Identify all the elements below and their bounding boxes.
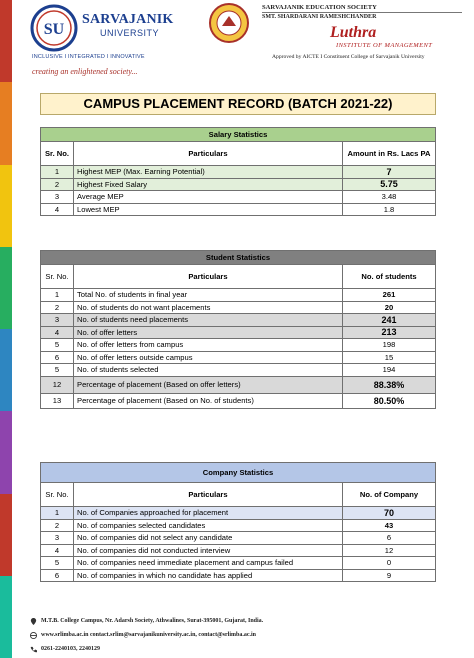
cell-value: 70 [343,507,436,520]
footer-address: M.T.B. College Campus, Nr. Adarsh Society, Athwalines, Surat-395001, Gujarat, India. [41,618,264,624]
table-row [41,376,436,393]
cell-sr: 12 [41,376,74,393]
cell-sr: 6 [41,569,74,582]
section-title: Salary Statistics [41,128,436,142]
cell-value: 198 [343,339,436,352]
table-row [41,314,436,327]
university-motto: INCLUSIVE I INTEGRATED I INNOVATIVE [32,54,145,60]
cell-value: 20 [343,301,436,314]
header-divider [262,12,462,13]
table-row [41,519,436,532]
cell-sr: 2 [41,301,74,314]
table-row [41,326,436,339]
cell-value: 12 [343,544,436,557]
cell-particulars: Lowest MEP [74,203,343,216]
cell-value: 5.75 [343,178,436,191]
column-header-value: No. of Company [343,483,436,507]
cell-value: 194 [343,364,436,377]
section-title: Student Statistics [41,251,436,265]
cell-value: 9 [343,569,436,582]
cell-particulars: No. of offer letters from campus [74,339,343,352]
table-row [41,166,436,179]
cell-value: 80.50% [343,393,436,408]
cell-value: 6 [343,532,436,545]
table-row [41,191,436,204]
cell-sr: 1 [41,507,74,520]
table-row [41,203,436,216]
table-row [41,351,436,364]
column-header-value: Amount in Rs. Lacs PA [343,142,436,166]
table-row [41,393,436,408]
footer-phone: 0261-2240103, 2240129 [41,646,100,652]
cell-particulars: Average MEP [74,191,343,204]
cell-sr: 2 [41,178,74,191]
cell-sr: 5 [41,557,74,570]
cell-particulars: No. of offer letters outside campus [74,351,343,364]
cell-value: 0 [343,557,436,570]
cell-particulars: Total No. of students in final year [74,289,343,302]
cell-sr: 3 [41,314,74,327]
cell-particulars: Highest MEP (Max. Earning Potential) [74,166,343,179]
decorative-color-bar [0,0,12,658]
column-header-value: No. of students [343,265,436,289]
university-subtitle: UNIVERSITY [100,28,160,38]
cell-sr: 5 [41,339,74,352]
cell-sr: 4 [41,326,74,339]
cell-particulars: Percentage of placement (Based on offer letters) [74,376,343,393]
cell-sr: 13 [41,393,74,408]
column-header-sr: Sr. No. [41,483,74,507]
cell-sr: 3 [41,532,74,545]
svg-text:SU: SU [43,21,65,38]
column-header-sr: Sr. No. [41,265,74,289]
institute-name: Luthra [330,24,377,41]
cell-particulars: No. of Companies approached for placement [74,507,343,520]
cell-value: 7 [343,166,436,179]
cell-sr: 1 [41,166,74,179]
footer-phone-line [30,642,263,656]
column-header-sr: Sr. No. [41,142,74,166]
university-name: SARVAJANIK [82,12,174,27]
cell-value: 43 [343,519,436,532]
cell-particulars: No. of students need placements [74,314,343,327]
column-header-particulars: Particulars [74,142,343,166]
cell-value: 1.8 [343,203,436,216]
company-statistics-table [40,462,436,582]
society-name: SARVAJANIK EDUCATION SOCIETY [262,4,377,11]
footer [30,614,263,656]
table-row [41,569,436,582]
salary-statistics-table [40,127,436,216]
table-row [41,364,436,377]
cell-particulars: No. of companies need immediate placement and campus failed [74,557,343,570]
approval-line: Approved by AICTE I Constituent College of Sarvajanik University [272,54,425,60]
cell-value: 15 [343,351,436,364]
cell-value: 88.38% [343,376,436,393]
society-emblem-icon [204,2,254,44]
student-statistics-table [40,250,436,409]
cell-value: 213 [343,326,436,339]
cell-particulars: No. of students selected [74,364,343,377]
location-pin-icon [30,618,37,625]
column-header-particulars: Particulars [74,265,343,289]
sarvajanik-university-logo [30,4,78,52]
table-row [41,532,436,545]
table-row [41,289,436,302]
footer-web-email[interactable]: www.srlimba.ac.in contact.srlim@sarvajanikuniversity.ac.in, contact@srlimba.ac.in [41,632,256,638]
cell-particulars: No. of companies did not conducted interview [74,544,343,557]
university-tagline: creating an enlightened society... [32,67,138,76]
section-title: Company Statistics [41,463,436,483]
footer-contact-line [30,628,263,642]
cell-sr: 6 [41,351,74,364]
table-row [41,301,436,314]
cell-sr: 4 [41,203,74,216]
cell-sr: 1 [41,289,74,302]
cell-particulars: No. of offer letters [74,326,343,339]
cell-sr: 5 [41,364,74,377]
column-header-particulars: Particulars [74,483,343,507]
globe-icon [30,632,37,639]
letterhead [24,0,464,80]
footer-address-line [30,614,263,628]
cell-sr: 3 [41,191,74,204]
table-row [41,339,436,352]
cell-sr: 4 [41,544,74,557]
cell-particulars: No. of companies in which no candidate has applied [74,569,343,582]
society-subtitle: SMT. SHARDARANI RAMESHCHANDER [262,14,377,20]
cell-sr: 2 [41,519,74,532]
table-row [41,507,436,520]
cell-value: 3.48 [343,191,436,204]
cell-particulars: Percentage of placement (Based on No. of students) [74,393,343,408]
phone-icon [30,646,37,653]
page-title: CAMPUS PLACEMENT RECORD (BATCH 2021-22) [40,93,436,115]
institute-subtitle: INSTITUTE OF MANAGEMENT [336,42,433,49]
cell-value: 261 [343,289,436,302]
cell-particulars: Highest Fixed Salary [74,178,343,191]
cell-particulars: No. of students do not want placements [74,301,343,314]
cell-particulars: No. of companies selected candidates [74,519,343,532]
cell-value: 241 [343,314,436,327]
table-row [41,557,436,570]
table-row [41,178,436,191]
cell-particulars: No. of companies did not select any candidate [74,532,343,545]
table-row [41,544,436,557]
